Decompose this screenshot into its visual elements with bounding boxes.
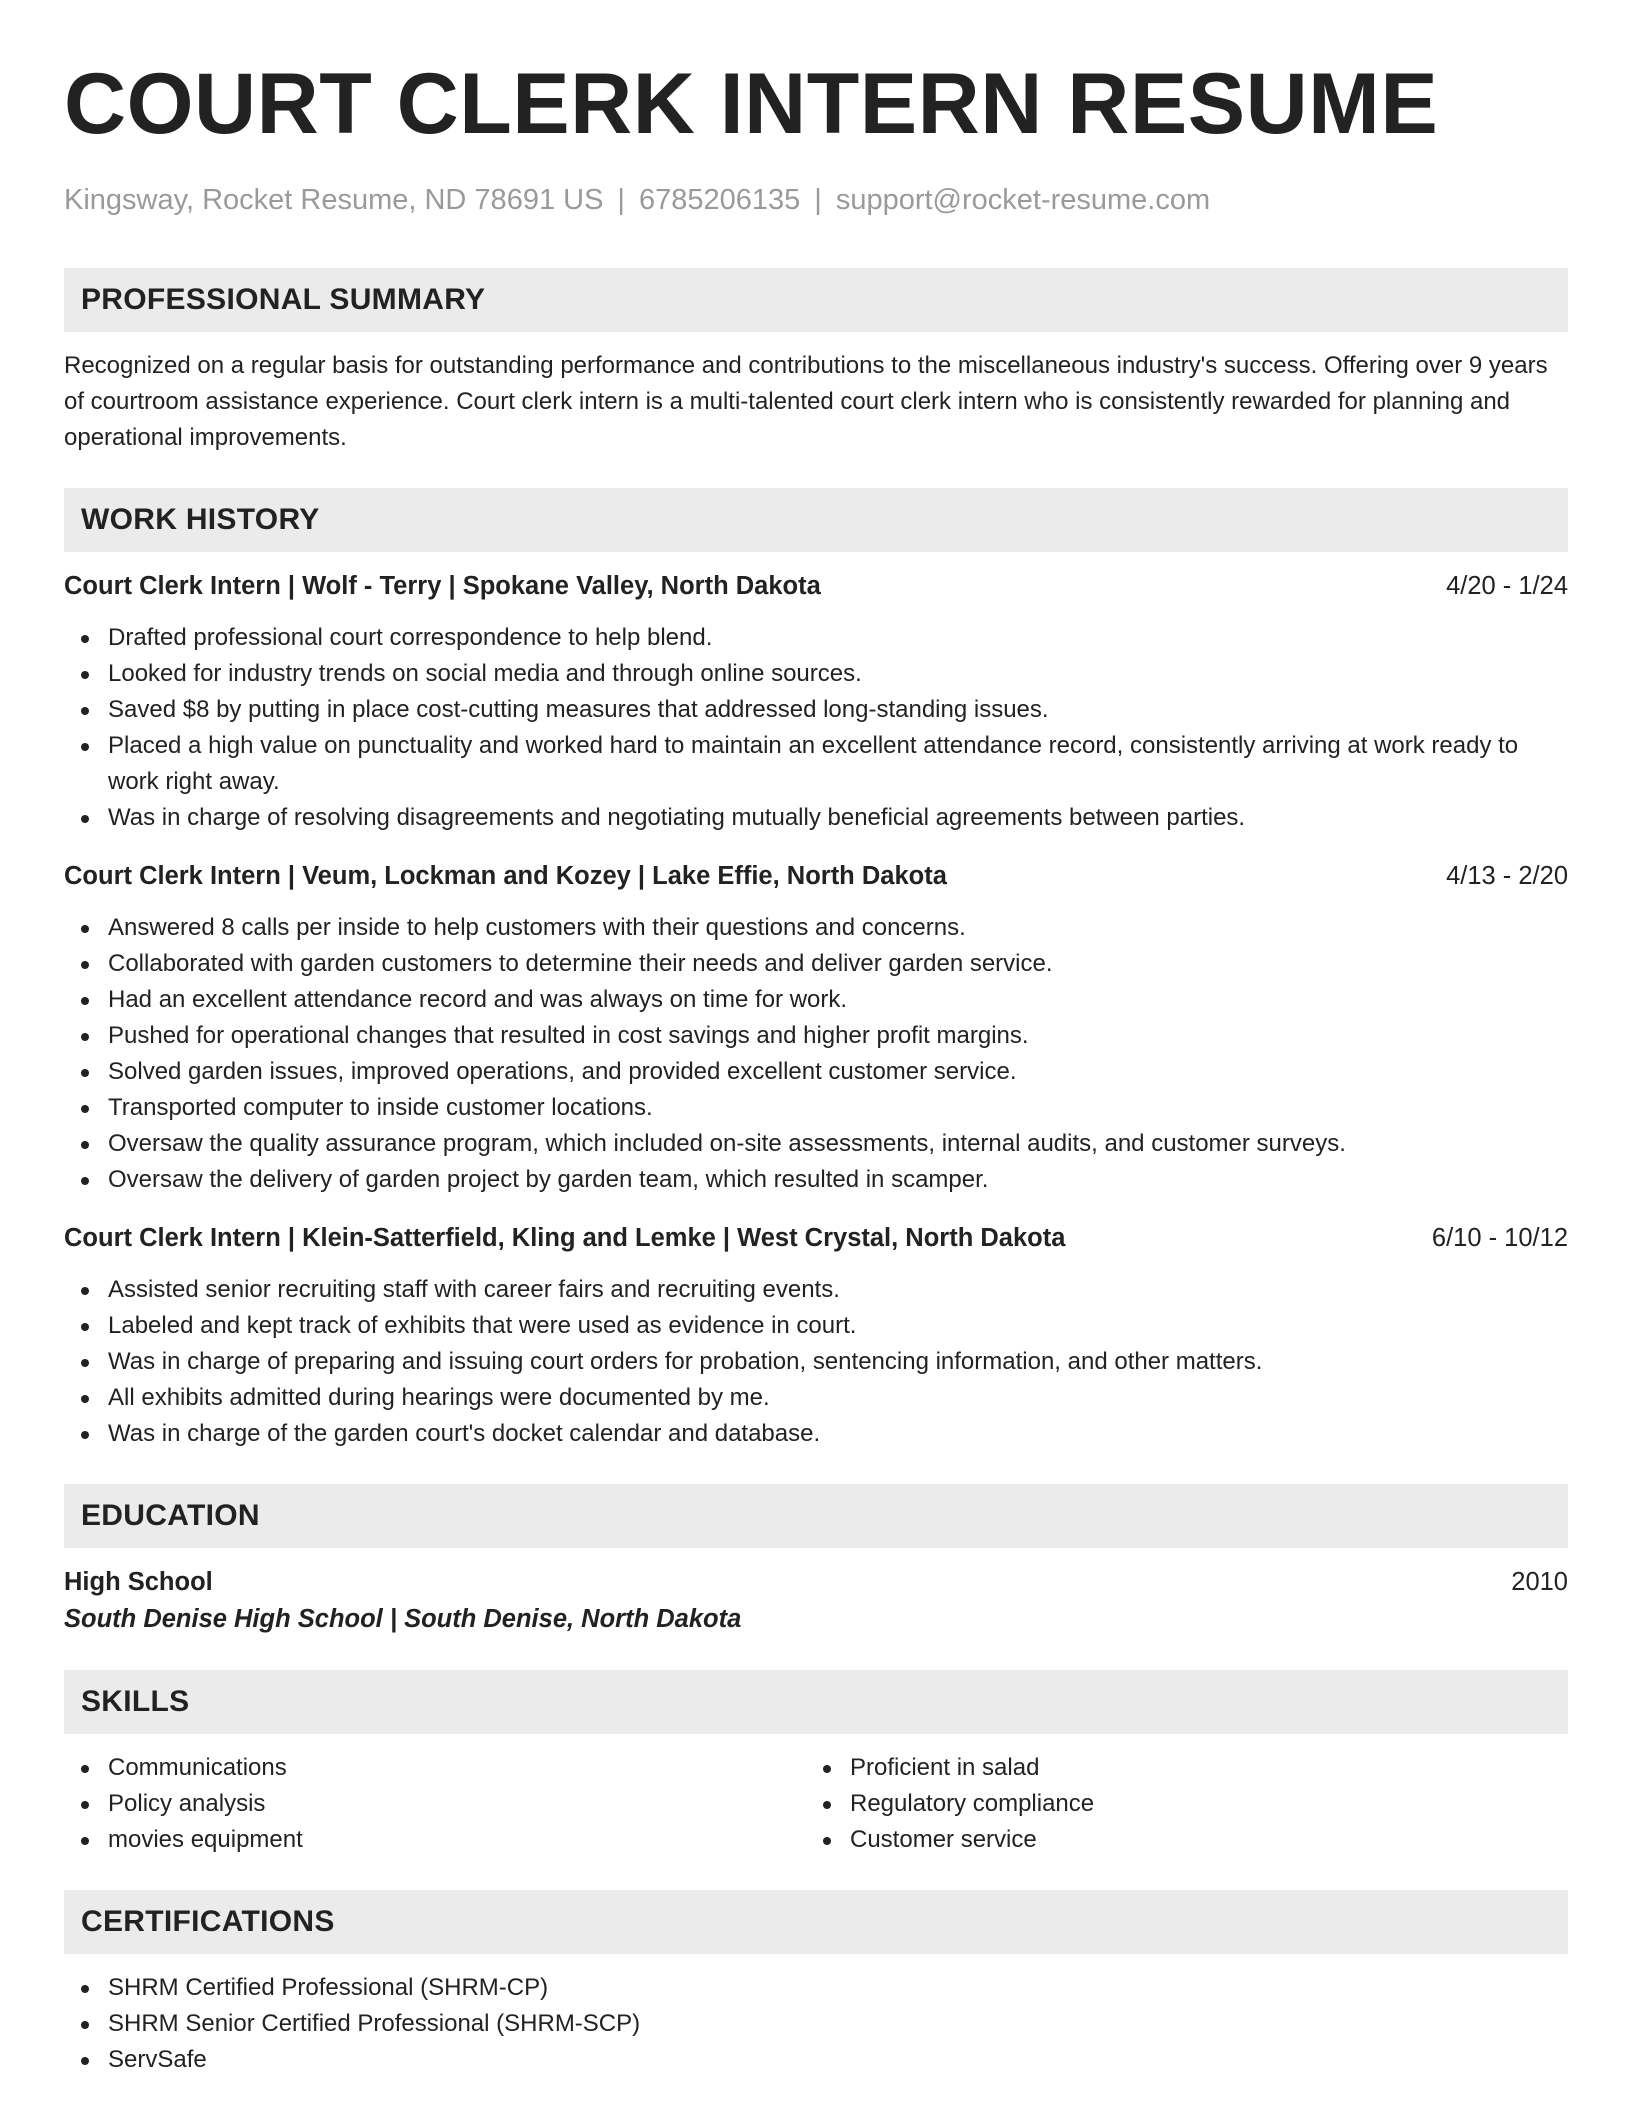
job-header xyxy=(64,1220,1568,1256)
list-item: Regulatory compliance xyxy=(806,1786,1548,1822)
list-item: Had an excellent attendance record and was always on time for work. xyxy=(64,982,1568,1018)
list-item: movies equipment xyxy=(64,1822,806,1858)
section-heading-work-history: WORK HISTORY xyxy=(64,488,1568,552)
job-title: Court Clerk Intern | Veum, Lockman and Kozey | Lake Effie, North Dakota xyxy=(64,862,947,890)
list-item: Looked for industry trends on social media and through online sources. xyxy=(64,656,1568,692)
skills-grid xyxy=(64,1750,1568,1858)
education-year: 2010 xyxy=(1511,1568,1568,1596)
list-item: Customer service xyxy=(806,1822,1548,1858)
certifications-list xyxy=(64,1970,1568,2078)
job-dates: 4/20 - 1/24 xyxy=(1446,572,1568,600)
job-bullets xyxy=(64,1272,1568,1452)
list-item: Transported computer to inside customer locations. xyxy=(64,1090,1568,1126)
job-title: Court Clerk Intern | Klein-Satterfield, Kling and Lemke | West Crystal, North Dakota xyxy=(64,1224,1066,1252)
job-entry xyxy=(64,858,1568,1198)
list-item: ServSafe xyxy=(64,2042,1568,2078)
list-item: Placed a high value on punctuality and worked hard to maintain an excellent attendance record, consistently arriving at work ready to work right away. xyxy=(64,728,1568,800)
list-item: All exhibits admitted during hearings were documented by me. xyxy=(64,1380,1568,1416)
contact-separator: | xyxy=(617,184,625,216)
list-item: Was in charge of resolving disagreements and negotiating mutually beneficial agreements between parties. xyxy=(64,800,1568,836)
resume-title: COURT CLERK INTERN RESUME xyxy=(64,56,1439,152)
job-dates: 4/13 - 2/20 xyxy=(1446,862,1568,890)
job-header xyxy=(64,858,1568,894)
list-item: Proficient in salad xyxy=(806,1750,1548,1786)
skills-column-left xyxy=(64,1750,806,1858)
contact-email: support@rocket-resume.com xyxy=(835,184,1211,216)
job-entry xyxy=(64,568,1568,836)
list-item: Assisted senior recruiting staff with career fairs and recruiting events. xyxy=(64,1272,1568,1308)
contact-address: Kingsway, Rocket Resume, ND 78691 US xyxy=(64,184,604,216)
list-item: Drafted professional court correspondence to help blend. xyxy=(64,620,1568,656)
list-item: Labeled and kept track of exhibits that were used as evidence in court. xyxy=(64,1308,1568,1344)
list-item: SHRM Certified Professional (SHRM-CP) xyxy=(64,1970,1568,2006)
education-entry xyxy=(64,1564,1568,1600)
list-item: SHRM Senior Certified Professional (SHRM-SCP) xyxy=(64,2006,1568,2042)
list-item: Solved garden issues, improved operations, and provided excellent customer service. xyxy=(64,1054,1568,1090)
job-title: Court Clerk Intern | Wolf - Terry | Spokane Valley, North Dakota xyxy=(64,572,821,600)
contact-separator: | xyxy=(814,184,822,216)
contact-line xyxy=(64,182,1568,218)
summary-text: Recognized on a regular basis for outstanding performance and contributions to the miscellaneous industry's success. Offering over 9 years of courtroom assistance experience. Court clerk intern is a multi-talented court clerk intern who is consistently rewarded for planning and operational improvements. xyxy=(64,352,1548,451)
list-item: Saved $8 by putting in place cost-cutting measures that addressed long-standing issues. xyxy=(64,692,1568,728)
list-item: Pushed for operational changes that resulted in cost savings and higher profit margins. xyxy=(64,1018,1568,1054)
list-item: Was in charge of preparing and issuing court orders for probation, sentencing information, and other matters. xyxy=(64,1344,1568,1380)
skills-column-right xyxy=(806,1750,1548,1858)
job-dates: 6/10 - 10/12 xyxy=(1431,1224,1568,1252)
job-bullets xyxy=(64,910,1568,1198)
list-item: Collaborated with garden customers to determine their needs and deliver garden service. xyxy=(64,946,1568,982)
section-heading-skills: SKILLS xyxy=(64,1670,1568,1734)
education-degree: High School xyxy=(64,1568,213,1596)
list-item: Policy analysis xyxy=(64,1786,806,1822)
list-item: Answered 8 calls per inside to help customers with their questions and concerns. xyxy=(64,910,1568,946)
section-heading-education: EDUCATION xyxy=(64,1484,1568,1548)
list-item: Oversaw the quality assurance program, which included on-site assessments, internal audits, and customer surveys. xyxy=(64,1126,1568,1162)
job-entry xyxy=(64,1220,1568,1452)
list-item: Communications xyxy=(64,1750,806,1786)
list-item: Oversaw the delivery of garden project by garden team, which resulted in scamper. xyxy=(64,1162,1568,1198)
job-bullets xyxy=(64,620,1568,836)
job-header xyxy=(64,568,1568,604)
education-school: South Denise High School | South Denise, North Dakota xyxy=(64,1605,742,1633)
section-heading-certifications: CERTIFICATIONS xyxy=(64,1890,1568,1954)
section-heading-summary: PROFESSIONAL SUMMARY xyxy=(64,268,1568,332)
list-item: Was in charge of the garden court's docket calendar and database. xyxy=(64,1416,1568,1452)
contact-phone: 6785206135 xyxy=(638,184,801,216)
